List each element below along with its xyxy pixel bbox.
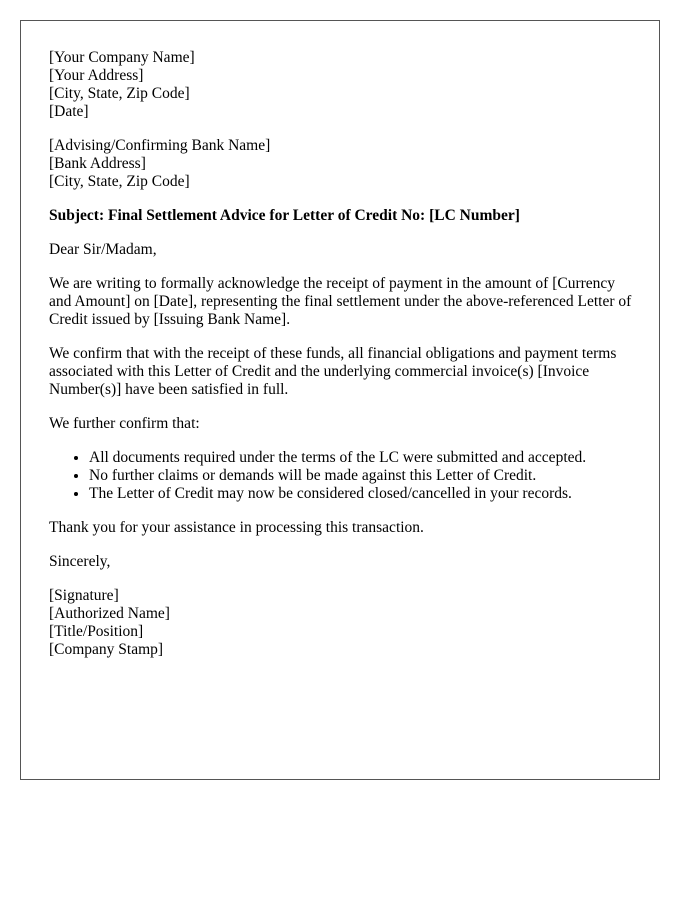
body-paragraph-3: We further confirm that:: [49, 415, 200, 432]
recipient-address-block: [49, 137, 639, 191]
sender-address-block: [49, 49, 639, 121]
sender-company: [Your Company Name]: [49, 49, 195, 66]
letter-content: [49, 49, 639, 675]
confirmation-list: [49, 449, 639, 503]
letter-page: [20, 20, 660, 780]
company-stamp: [Company Stamp]: [49, 641, 164, 658]
salutation: Dear Sir/Madam,: [49, 241, 157, 258]
body-paragraph-1: We are writing to formally acknowledge the receipt of payment in the amount of [Currency and Amount] on [Date], representing the final settlement under the above-referenced Letter of Credit issued by [Issuing Bank Name].: [49, 275, 632, 328]
body-paragraph-2: We confirm that with the receipt of these funds, all financial obligations and payment terms associated with this Letter of Credit and the underlying commercial invoice(s) [Invoice Number(s)] have been satisfied in full.: [49, 345, 617, 398]
closing: Sincerely,: [49, 553, 111, 570]
letter-date: [Date]: [49, 103, 89, 120]
recipient-bank-name: [Advising/Confirming Bank Name]: [49, 137, 271, 154]
title-position: [Title/Position]: [49, 623, 144, 640]
signature-block: [49, 587, 639, 659]
subject-line: Subject: Final Settlement Advice for Letter of Credit No: [LC Number]: [49, 207, 520, 224]
list-item: • All documents required under the terms of the LC were submitted and accepted.: [89, 449, 639, 467]
signature-placeholder: [Signature]: [49, 587, 119, 604]
recipient-city: [City, State, Zip Code]: [49, 173, 190, 190]
recipient-address: [Bank Address]: [49, 155, 146, 172]
sender-city: [City, State, Zip Code]: [49, 85, 190, 102]
list-item: • The Letter of Credit may now be considered closed/cancelled in your records.: [89, 485, 639, 503]
thank-you-line: Thank you for your assistance in processing this transaction.: [49, 519, 424, 536]
list-item: • No further claims or demands will be made against this Letter of Credit.: [89, 467, 639, 485]
authorized-name: [Authorized Name]: [49, 605, 170, 622]
sender-address: [Your Address]: [49, 67, 144, 84]
